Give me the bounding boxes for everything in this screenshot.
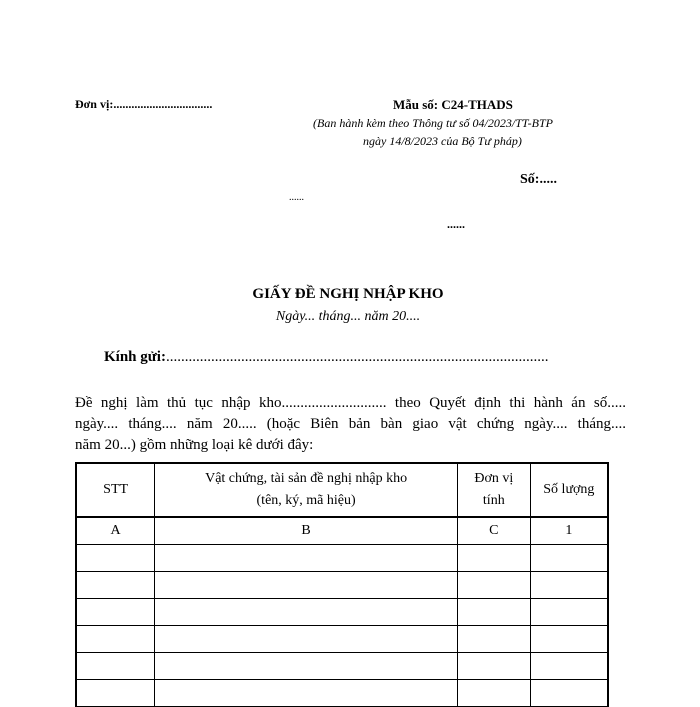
column-letter-b: B <box>155 517 458 545</box>
table-cell <box>457 572 530 599</box>
table-cell <box>530 680 608 707</box>
table-row <box>76 680 608 707</box>
table-cell <box>155 680 458 707</box>
table-cell <box>76 653 155 680</box>
request-paragraph <box>75 393 626 456</box>
table-cell <box>530 572 608 599</box>
table-cell <box>530 626 608 653</box>
paragraph-line-1: Đề nghị làm thủ tục nhập kho............................ theo Quyết định thi hành án số..... <box>75 395 626 411</box>
recipient-dots: ...................................................................................................... <box>165 349 549 365</box>
table-cell <box>457 653 530 680</box>
document-number-field: Số:..... <box>520 172 557 187</box>
table-cell <box>530 599 608 626</box>
header-unit-line-1: Đơn vị <box>474 471 514 486</box>
paragraph-line-2: ngày.... tháng.... năm 20..... (hoặc Biên bản bàn giao vật chứng ngày.... tháng.... <box>75 416 626 432</box>
issued-by-line-2: ngày 14/8/2023 của Bộ Tư pháp) <box>363 134 522 148</box>
header-unit-line-2: tính <box>482 493 505 508</box>
recipient-line <box>104 349 548 366</box>
column-letter-c: C <box>457 517 530 545</box>
table-row <box>76 626 608 653</box>
header-unit <box>457 463 530 517</box>
table-cell <box>155 572 458 599</box>
table-cell <box>457 626 530 653</box>
table-cell <box>530 545 608 572</box>
header-stt: STT <box>76 463 155 517</box>
column-letter-1: 1 <box>530 517 608 545</box>
table-row <box>76 599 608 626</box>
table-row <box>76 572 608 599</box>
placeholder-dots-left: ...... <box>289 192 304 203</box>
header-quantity: Số lượng <box>530 463 608 517</box>
table-cell <box>76 680 155 707</box>
table-cell <box>457 545 530 572</box>
header-item <box>155 463 458 517</box>
column-letter-row <box>76 517 608 545</box>
document-date: Ngày... tháng... năm 20.... <box>275 309 421 324</box>
header-item-line-2: (tên, ký, mã hiệu) <box>256 493 356 508</box>
issued-by-line-1: (Ban hành kèm theo Thông tư số 04/2023/TT-BTP <box>313 116 553 130</box>
table-cell <box>530 653 608 680</box>
table-header-row <box>76 463 608 517</box>
document-title: GIẤY ĐỀ NGHỊ NHẬP KHO <box>252 286 444 302</box>
column-letter-a: A <box>76 517 155 545</box>
goods-table <box>75 462 609 707</box>
paragraph-line-3: năm 20...) gồm những loại kê dưới đây: <box>75 437 314 453</box>
table-cell <box>155 599 458 626</box>
table-cell <box>155 626 458 653</box>
table-cell <box>76 599 155 626</box>
table-cell <box>457 680 530 707</box>
header-item-line-1: Vật chứng, tài sản đề nghị nhập kho <box>205 471 408 486</box>
placeholder-dots-right: ...... <box>447 217 465 231</box>
form-number: Mẫu số: C24-THADS <box>393 97 513 112</box>
table-cell <box>76 545 155 572</box>
recipient-label: Kính gửi: <box>104 349 166 365</box>
table-row <box>76 653 608 680</box>
table-cell <box>155 653 458 680</box>
table-cell <box>76 572 155 599</box>
table-cell <box>76 626 155 653</box>
table-row <box>76 545 608 572</box>
table-cell <box>457 599 530 626</box>
unit-field: Đơn vị:................................. <box>75 97 213 111</box>
table-cell <box>155 545 458 572</box>
